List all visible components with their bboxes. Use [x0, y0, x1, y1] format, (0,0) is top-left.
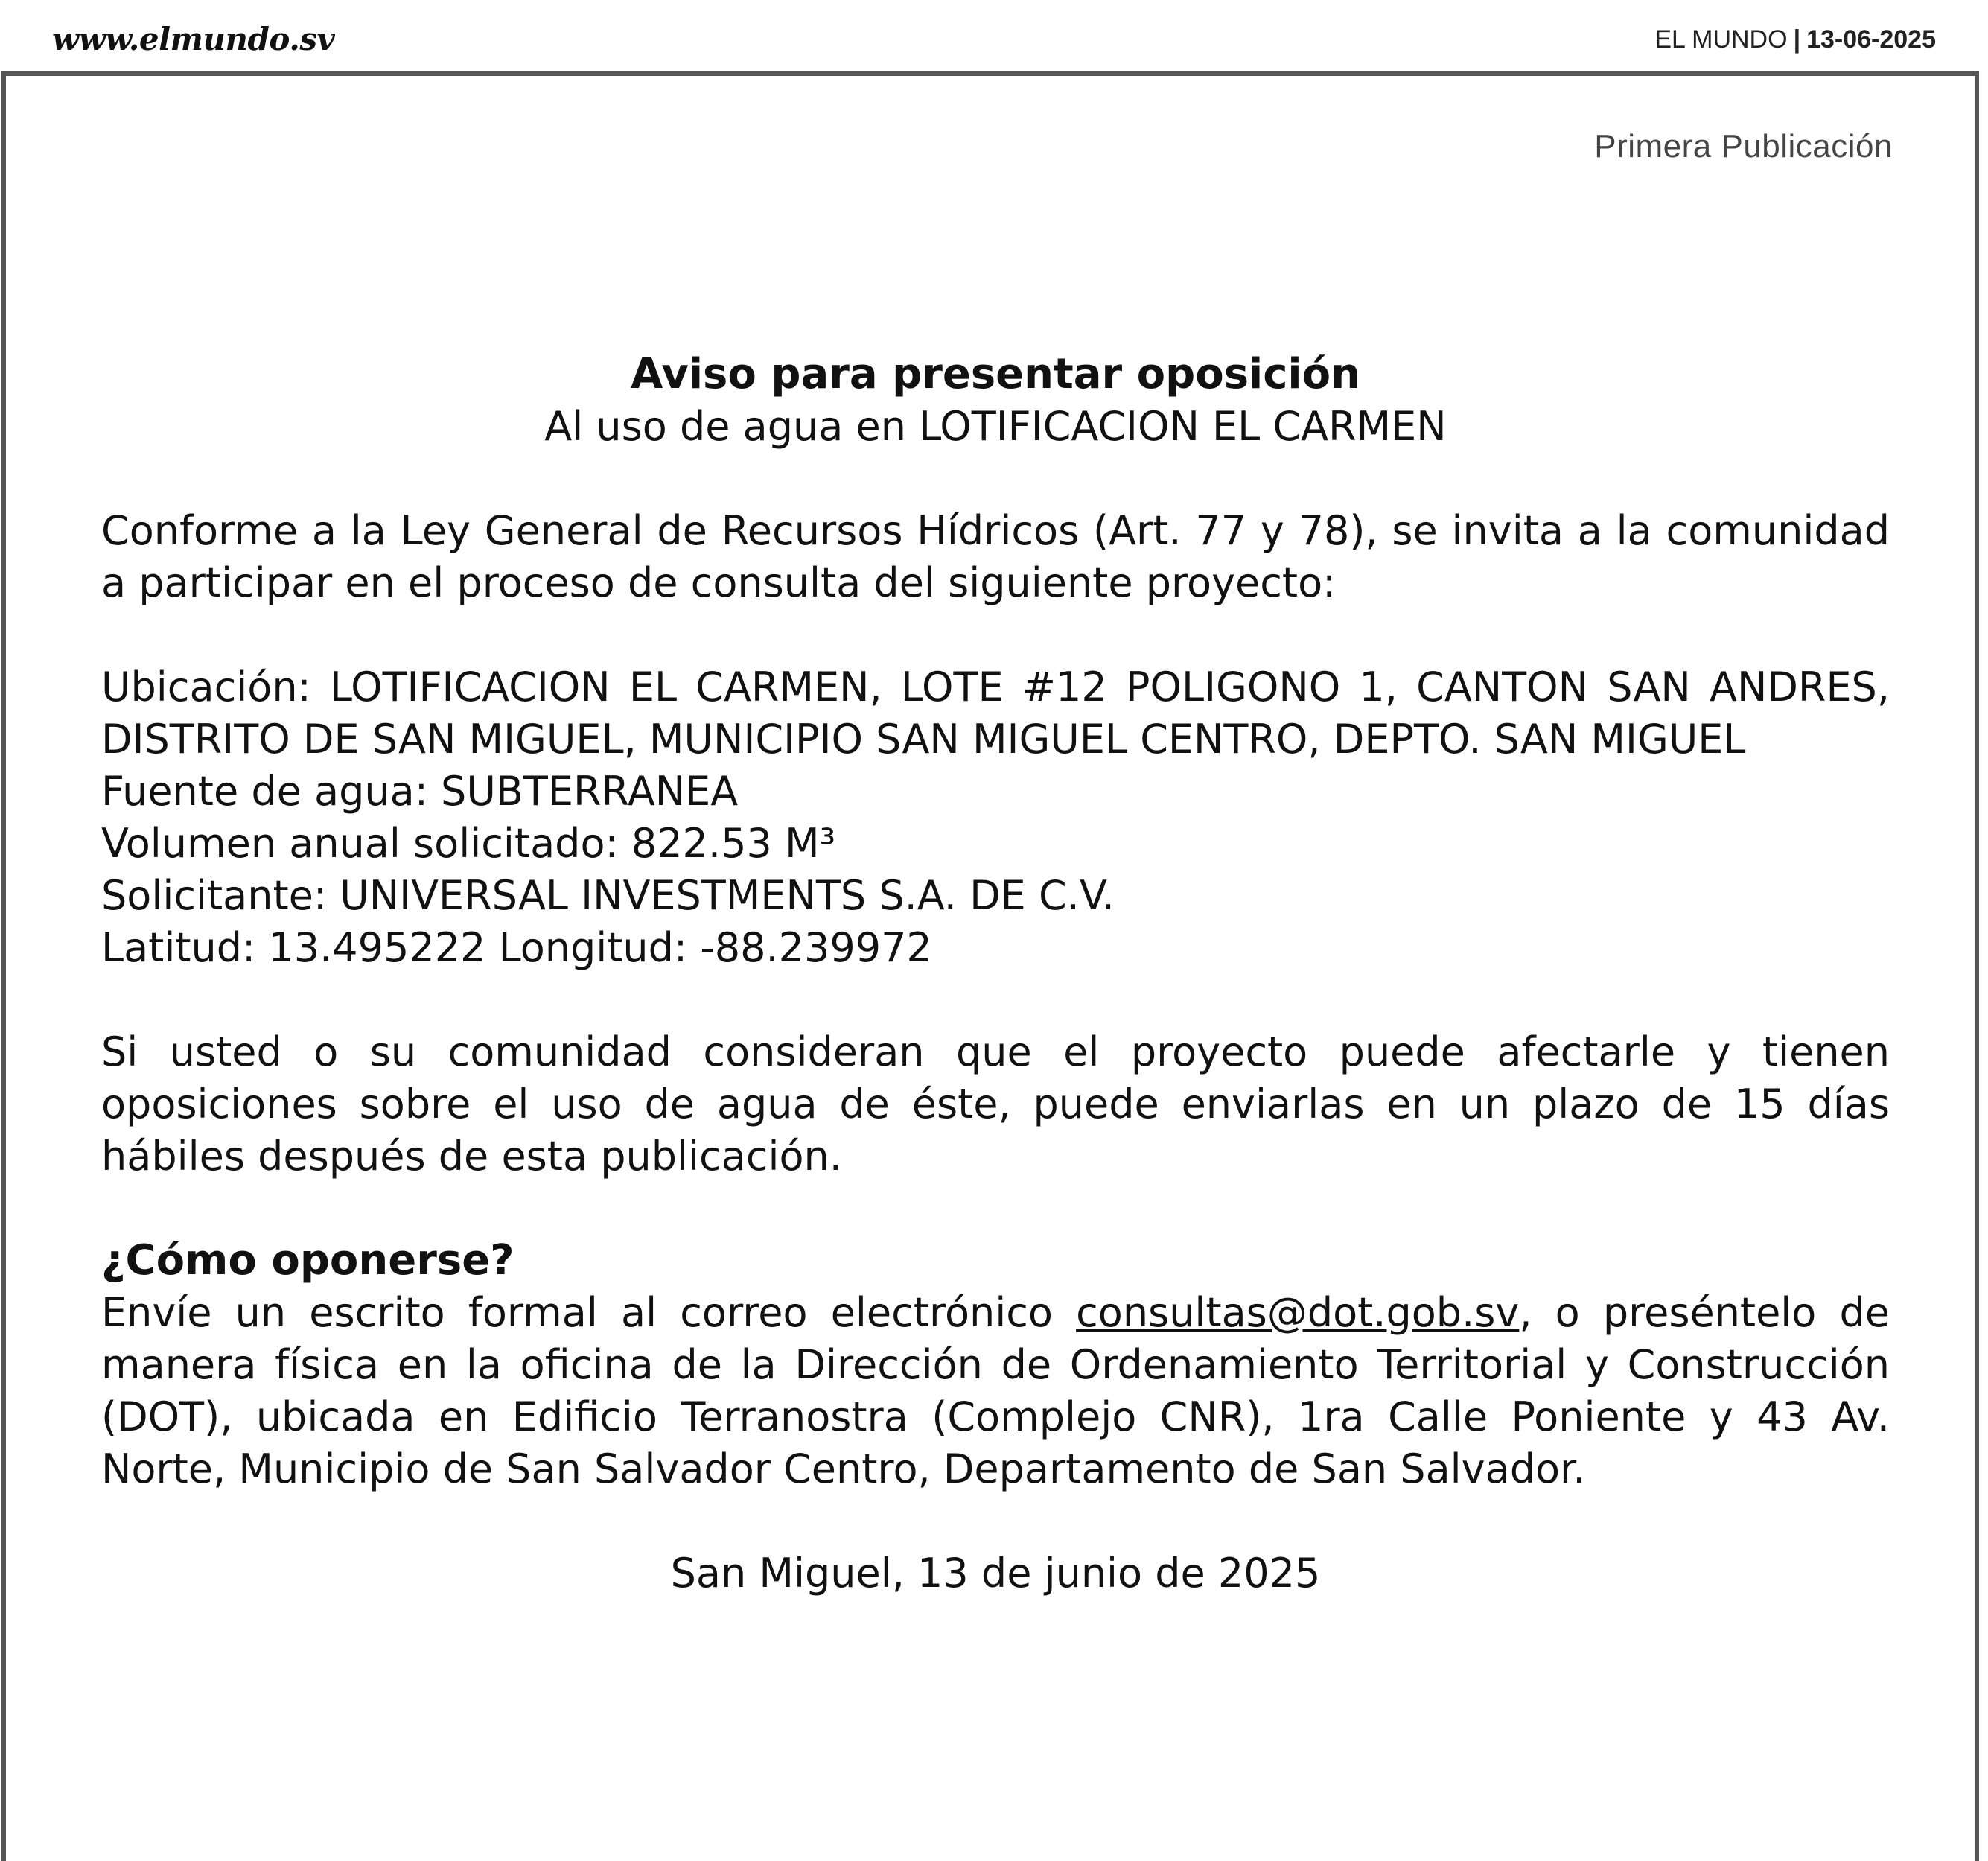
how-to-oppose-heading: ¿Cómo oponerse?	[101, 1236, 514, 1285]
site-url[interactable]: www.elmundo.sv	[52, 21, 335, 57]
signoff-line: San Miguel, 13 de junio de 2025	[670, 1550, 1321, 1597]
spacer	[101, 1183, 1890, 1235]
spacer	[101, 453, 1890, 505]
impact-paragraph: Si usted o su comunidad consideran que el proyecto puede afectarle y tienen oposiciones sobre el uso de agua de éste, puede enviarlas en un plazo de 15 días hábiles después de esta publicación.	[101, 1028, 1890, 1180]
header-separator: |	[1793, 25, 1801, 54]
contact-email-link[interactable]: consultas@dot.gob.sv	[1076, 1289, 1520, 1336]
paper-name: EL MUNDO	[1654, 25, 1788, 54]
notice-body	[101, 349, 1890, 1600]
notice-title: Aviso para presentar oposición	[631, 350, 1360, 398]
publication-label: Primera Publicación	[1594, 128, 1893, 165]
applicant-line: Solicitante: UNIVERSAL INVESTMENTS S.A. DE C.V.	[101, 872, 1115, 919]
spacer	[101, 609, 1890, 661]
intro-paragraph: Conforme a la Ley General de Recursos Hídricos (Art. 77 y 78), se invita a la comunidad a participar en el proceso de consulta del siguiente proyecto:	[101, 507, 1890, 606]
water-source-line: Fuente de agua: SUBTERRANEA	[101, 768, 739, 815]
location-line: Ubicación: LOTIFICACION EL CARMEN, LOTE #12 POLIGONO 1, CANTON SAN ANDRES, DISTRITO DE SAN MIGUEL, MUNICIPIO SAN MIGUEL CENTRO, DEPTO. SAN MIGUEL	[101, 664, 1890, 763]
page-header	[0, 0, 1988, 71]
spacer	[101, 974, 1890, 1026]
annual-volume-line: Volumen anual solicitado: 822.53 M³	[101, 820, 836, 867]
how-text-before-email: Envíe un escrito formal al correo electrónico	[101, 1289, 1077, 1336]
coordinates-line: Latitud: 13.495222 Longitud: -88.239972	[101, 924, 932, 971]
paper-info	[1654, 25, 1936, 54]
notice-subtitle: Al uso de agua en LOTIFICACION EL CARMEN	[544, 403, 1447, 450]
how-to-oppose-paragraph	[101, 1287, 1890, 1495]
how-text-after-email: , o preséntelo de manera física en la oficina de la Dirección de Ordenamiento Territorial y Construcción (DOT), ubicada en Edificio Terranostra (Complejo CNR), 1ra Calle Poniente y 43 Av. Norte, Municipio de San Salvador Centro, Departamento de San Salvador.	[101, 1289, 1890, 1492]
publication-date: 13-06-2025	[1806, 25, 1936, 54]
spacer	[101, 1495, 1890, 1547]
